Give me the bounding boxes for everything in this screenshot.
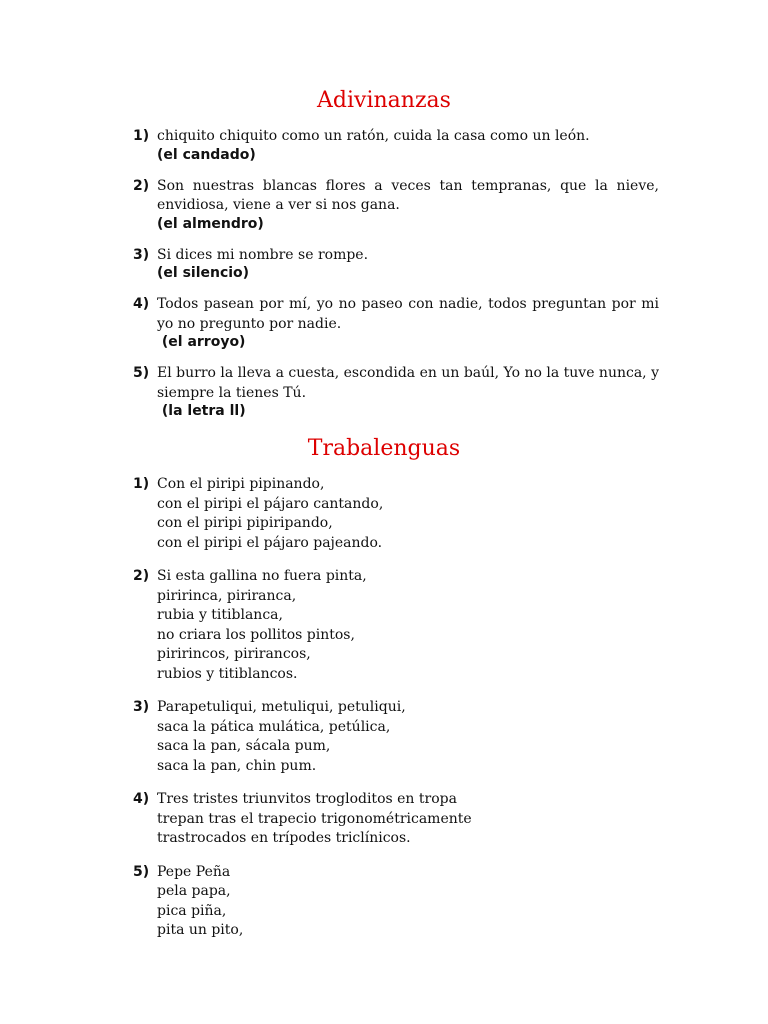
riddles-title: Adivinanzas [317,88,451,113]
riddle-number: 4) [133,296,150,312]
tongue-twister-item [133,475,659,553]
tongue-twister-line: Con el piripi pipinando, [157,476,325,492]
tongue-twister-line: saca la pática mulática, petúlica, [157,718,391,735]
tongue-twister-line: con el piripi el pájaro pajeando. [157,534,383,551]
tongue-twisters-title: Trabalenguas [307,436,461,461]
riddle-text: chiquito chiquito como un ratón, cuida la casa como un león. [157,128,590,144]
riddle-item [133,177,659,233]
tongue-twister-line: Parapetuliqui, metuliqui, petuliqui, [157,699,406,715]
tongue-twister-line: con el piripi el pájaro cantando, [157,495,384,512]
tongue-twister-line: Tres tristes triunvitos trogloditos en tropa [157,791,457,807]
tongue-twister-line: saca la pan, chin pum. [157,757,317,774]
riddle-answer: (el almendro) [157,215,264,232]
tongue-twister-item [133,698,659,776]
tongue-twister-line: trepan tras el trapecio trigonométricamente [157,810,472,827]
riddle-text: Todos pasean por mí, yo no paseo con nadie, todos preguntan por mi yo no pregunto por nadie. [157,296,659,332]
riddle-number: 1) [133,128,150,144]
riddle-item [133,364,659,420]
tongue-twister-item [133,567,659,684]
tongue-twister-line: piririncos, pirirancos, [157,646,311,662]
tongue-twisters-list [133,475,659,941]
tongue-twister-line: no criara los pollitos pintos, [157,626,355,643]
riddle-item [133,295,659,351]
tongue-twister-line: trastrocados en trípodes triclínicos. [157,830,411,846]
tongue-twister-line: rubios y titiblancos. [157,665,298,682]
riddles-list [133,127,659,420]
riddle-answer: (la letra ll) [157,403,246,419]
riddle-text: El burro la lleva a cuesta, escondida en un baúl, Yo no la tuve nunca, y siempre la tienes Tú. [157,365,659,401]
tongue-twister-number: 4) [133,791,150,807]
riddle-answer: (el arroyo) [157,334,246,350]
riddle-item [133,246,659,283]
riddle-answer: (el silencio) [157,265,250,281]
tongue-twister-line: Pepe Peña [157,863,231,880]
tongue-twister-line: piririnca, piriranca, [157,587,297,604]
riddle-item [133,127,659,164]
tongue-twister-number: 1) [133,476,150,492]
tongue-twister-line: Si esta gallina no fuera pinta, [157,568,367,584]
riddle-text: Si dices mi nombre se rompe. [157,246,369,263]
riddle-text: Son nuestras blancas flores a veces tan tempranas, que la nieve, envidiosa, viene a ver si nos gana. [157,177,659,213]
tongue-twister-line: pita un pito, [157,922,244,938]
tongue-twister-line: pica piña, [157,902,227,919]
tongue-twister-number: 3) [133,699,150,715]
tongue-twister-line: saca la pan, sácala pum, [157,738,331,754]
riddle-answer: (el candado) [157,146,256,163]
riddle-number: 2) [133,177,150,194]
riddle-number: 5) [133,365,150,381]
tongue-twister-number: 2) [133,568,150,584]
tongue-twister-line: rubia y titiblanca, [157,607,283,623]
tongue-twister-line: pela papa, [157,883,231,899]
tongue-twister-item [133,790,659,849]
riddle-number: 3) [133,246,150,263]
tongue-twister-line: con el piripi pipiripando, [157,515,333,531]
tongue-twister-item [133,863,659,941]
tongue-twister-number: 5) [133,863,150,880]
